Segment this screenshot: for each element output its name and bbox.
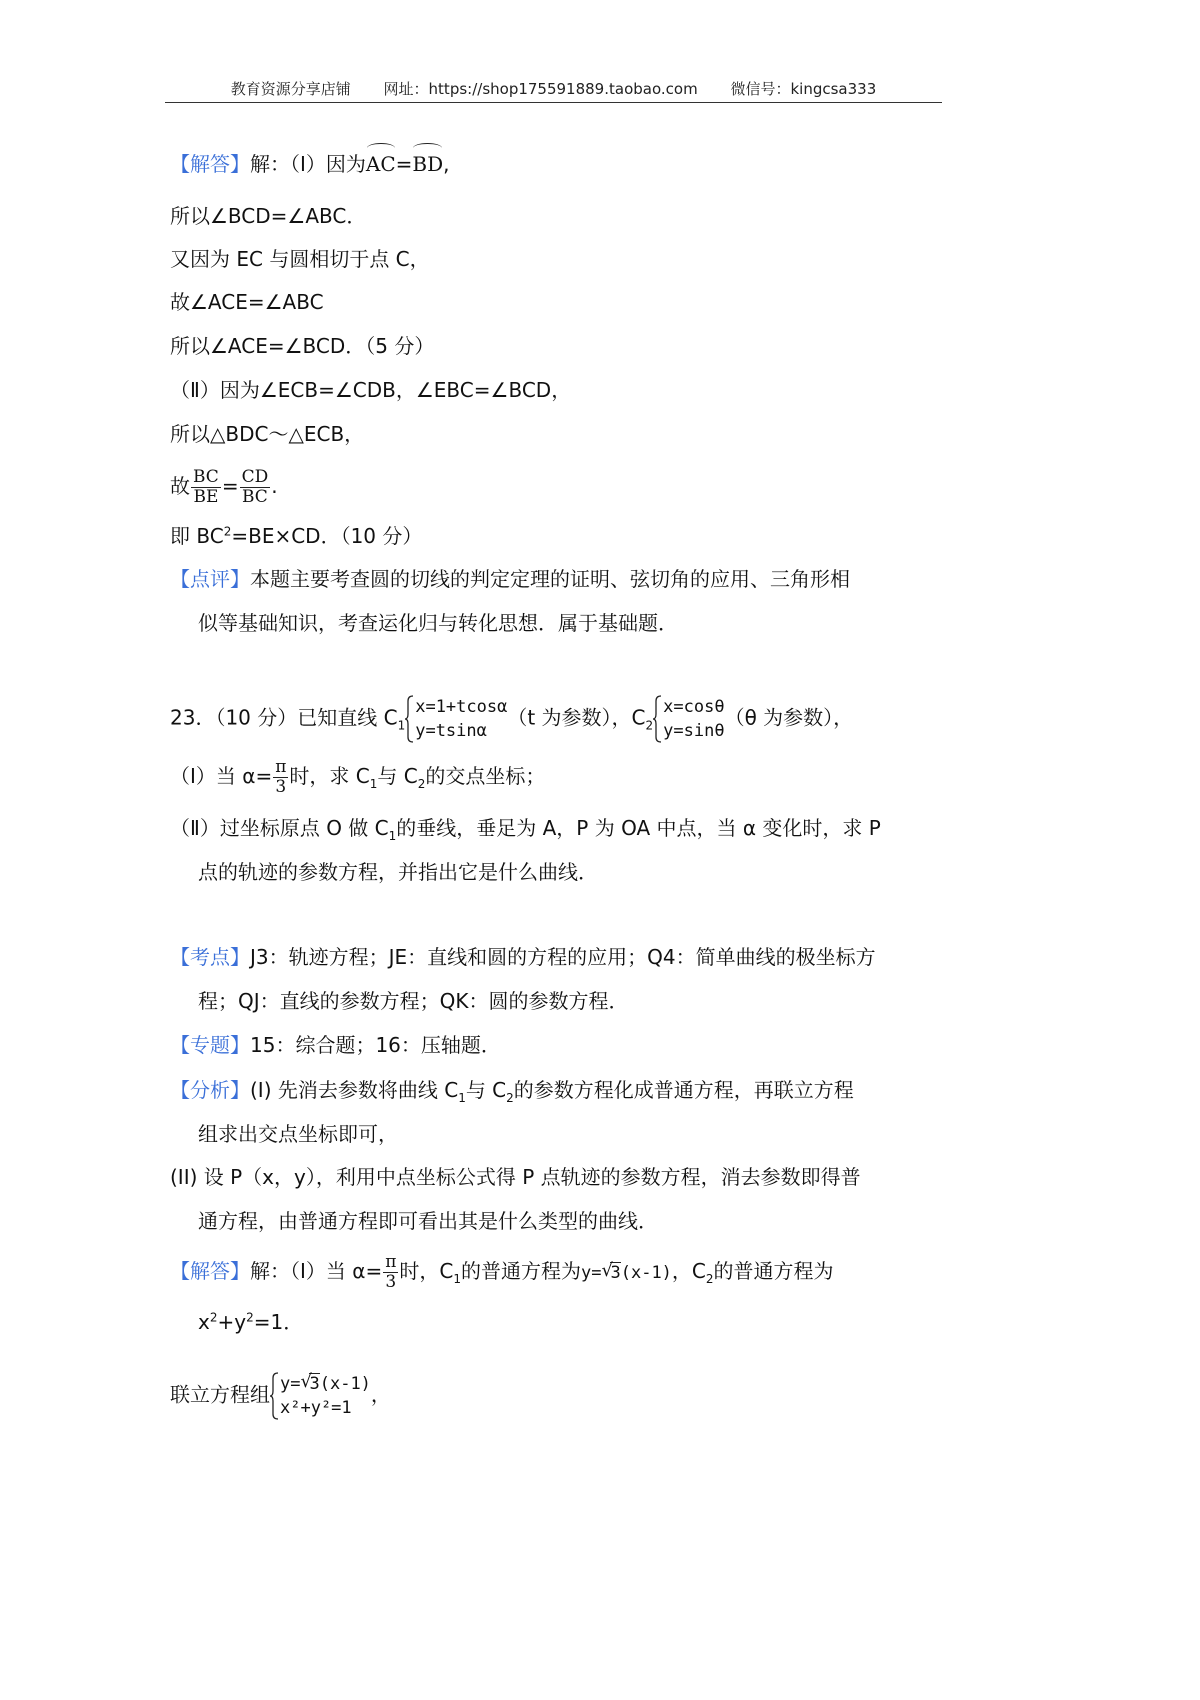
- c2-system: x=cosθ y=sinθ: [653, 695, 724, 743]
- analysis-line-1: 【分析】(I) 先消去参数将曲线 $C_1$与 $C_2$的参数方程化成普通方程，再联立方程: [170, 1078, 854, 1105]
- prev-line-5: （Ⅱ）因为∠ECB=∠CDB，∠EBC=∠BCD，: [170, 378, 572, 402]
- solution-line-3: 联立方程组 y=√ 3(x-1) x²+y²=1 ，: [170, 1372, 391, 1420]
- fraction-bc-be: $\frac{BC}{BE}$: [193, 467, 219, 507]
- q23-stem: 23．（10 分）已知直线 $C_1$ x=1+tcosα y=tsinα （t 为参数），$C_2$ x=cosθ y=sinθ （θ 为参数），: [170, 697, 854, 741]
- prev-line-1: 所以∠BCD=∠ABC．: [170, 204, 367, 228]
- header-shop: 教育资源分享店铺: [230, 80, 351, 98]
- solution-line-1: 【解答】解：（Ⅰ）当 α= $\frac{\pi}{3}$ 时，$C_1$的普通方程为y=√ 3(x-1)，$C_2$的普通方程为: [170, 1253, 834, 1292]
- analysis-line-3: (II) 设 P（x，y），利用中点坐标公式得 P 点轨迹的参数方程，消去参数即得普: [170, 1165, 861, 1189]
- points-line-1: 【考点】J3：轨迹方程；JE：直线和圆的方程的应用；Q4：简单曲线的极坐标方: [170, 945, 876, 969]
- q23-part2-line1: （Ⅱ）过坐标原点 O 做 $C_1$的垂线，垂足为 A，P 为 OA 中点，当 α 变化时，求 P: [170, 816, 881, 843]
- answer-start: 解：（Ⅰ）因为: [250, 152, 366, 176]
- fraction-pi-3: $\frac{\pi}{3}$: [385, 1252, 397, 1292]
- prev-line-3: 故∠ACE=∠ABC: [170, 290, 324, 314]
- q23-part1: （Ⅰ）当 α= $\frac{\pi}{3}$ 时，求 $C_1$与 $C_2$的交点坐标；: [170, 757, 546, 797]
- topic-tag: 【专题】: [170, 1033, 250, 1057]
- solution-line-2: $x^2+y^2=1$．: [198, 1310, 304, 1334]
- comment-tag: 【点评】: [170, 567, 250, 591]
- fraction-cd-bc: $\frac{CD}{BC}$: [241, 467, 269, 507]
- solution-tag: 【解答】: [170, 1259, 250, 1283]
- answer-tag: 【解答】: [170, 152, 250, 176]
- q23-part2-line2: 点的轨迹的参数方程，并指出它是什么曲线．: [198, 860, 598, 884]
- left-brace-icon: [653, 695, 663, 743]
- prev-line-8: 即 $BC^2=BE\times CD$．（10 分）: [170, 524, 423, 548]
- analysis-line-2: 组求出交点坐标即可，: [198, 1122, 398, 1146]
- points-line-2: 程；QJ：直线的参数方程；QK：圆的参数方程．: [198, 989, 629, 1013]
- prev-line-4: 所以∠ACE=∠BCD．（5 分）: [170, 334, 435, 358]
- joint-system: y=√ 3(x-1) x²+y²=1: [270, 1372, 371, 1420]
- fraction-pi-3: $\frac{\pi}{3}$: [275, 757, 287, 797]
- arc-bd: BD: [412, 152, 444, 176]
- prev-line-6: 所以△BDC～△ECB，: [170, 422, 365, 446]
- arc-ac: AC: [365, 152, 396, 176]
- analysis-line-4: 通方程，由普通方程即可看出其是什么类型的曲线．: [198, 1209, 658, 1233]
- left-brace-icon: [405, 695, 415, 743]
- equation-c1: y=√ 3(x-1): [581, 1263, 672, 1283]
- topic-line: 【专题】15：综合题；16：压轴题．: [170, 1033, 501, 1057]
- analysis-tag: 【分析】: [170, 1078, 250, 1102]
- comment-line-2: 似等基础知识，考查运化归与转化思想．属于基础题．: [198, 611, 678, 635]
- c1-system: x=1+tcosα y=tsinα: [405, 695, 507, 743]
- header-divider: [165, 102, 942, 103]
- prev-line-7: 故 $\frac{BC}{BE}$ = $\frac{CD}{BC}$ .: [170, 467, 278, 507]
- comment-line-1: 【点评】本题主要考查圆的切线的判定定理的证明、弦切角的应用、三角形相: [170, 567, 850, 591]
- left-brace-icon: [270, 1372, 280, 1420]
- prev-line-2: 又因为 EC 与圆相切于点 C，: [170, 247, 430, 271]
- page-header: [165, 78, 942, 99]
- header-site: 网址：https://shop175591889.taobao.com: [383, 80, 698, 98]
- prev-line-7-pre: 故: [170, 474, 190, 498]
- header-wechat: 微信号：kingcsa333: [730, 80, 877, 98]
- prev-answer-line: 【解答】解：（Ⅰ）因为AC=BD,: [170, 152, 450, 176]
- points-tag: 【考点】: [170, 945, 250, 969]
